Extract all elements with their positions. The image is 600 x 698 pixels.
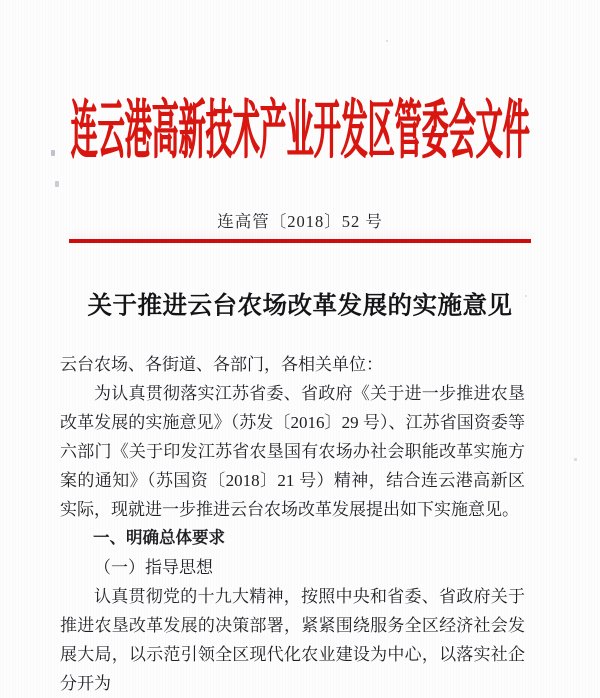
letterhead-org-title-text: 连云港高新技术产业开发区管委会文件 [70,95,530,167]
red-divider-line [69,239,531,243]
letterhead-org-title [0,95,600,167]
scan-speck [160,592,162,594]
scan-speck [386,40,388,42]
document-number: 连高管〔2018〕52 号 [217,212,383,231]
document-body [60,350,525,698]
scan-speck [51,150,55,156]
document-title: 关于推进云台农场改革发展的实施意见 [87,292,513,320]
subsection-heading: （一）指导思想 [94,558,213,577]
scan-speck [55,181,59,187]
body-paragraph: 为认真贯彻落实江苏省委、省政府《关于进一步推进农垦改革发展的实施意见》（苏发〔2016〕29 号）、江苏省国资委等六部门《关于印发江苏省农垦国有农场办社会职能改革实施方案的通知》（苏国资〔2018〕21 号）精神，结合连云港高新区实际，现就进一步推进云台农场改革发展提出如下实施意见。 [60,384,525,519]
body-paragraph: 认真贯彻党的十九大精神，按照中央和省委、省政府关于推进农垦改革发展的决策部署，紧紧围绕服务全区经济社会发展大局，以示范引领全区现代化农业建设为中心，以落实社企分开为 [60,587,525,693]
salutation-line: 云台农场、各街道、各部门，各相关单位： [60,355,383,374]
scan-speck [525,295,527,297]
scan-speck [574,458,577,461]
section-heading: 一、明确总体要求 [93,529,225,547]
